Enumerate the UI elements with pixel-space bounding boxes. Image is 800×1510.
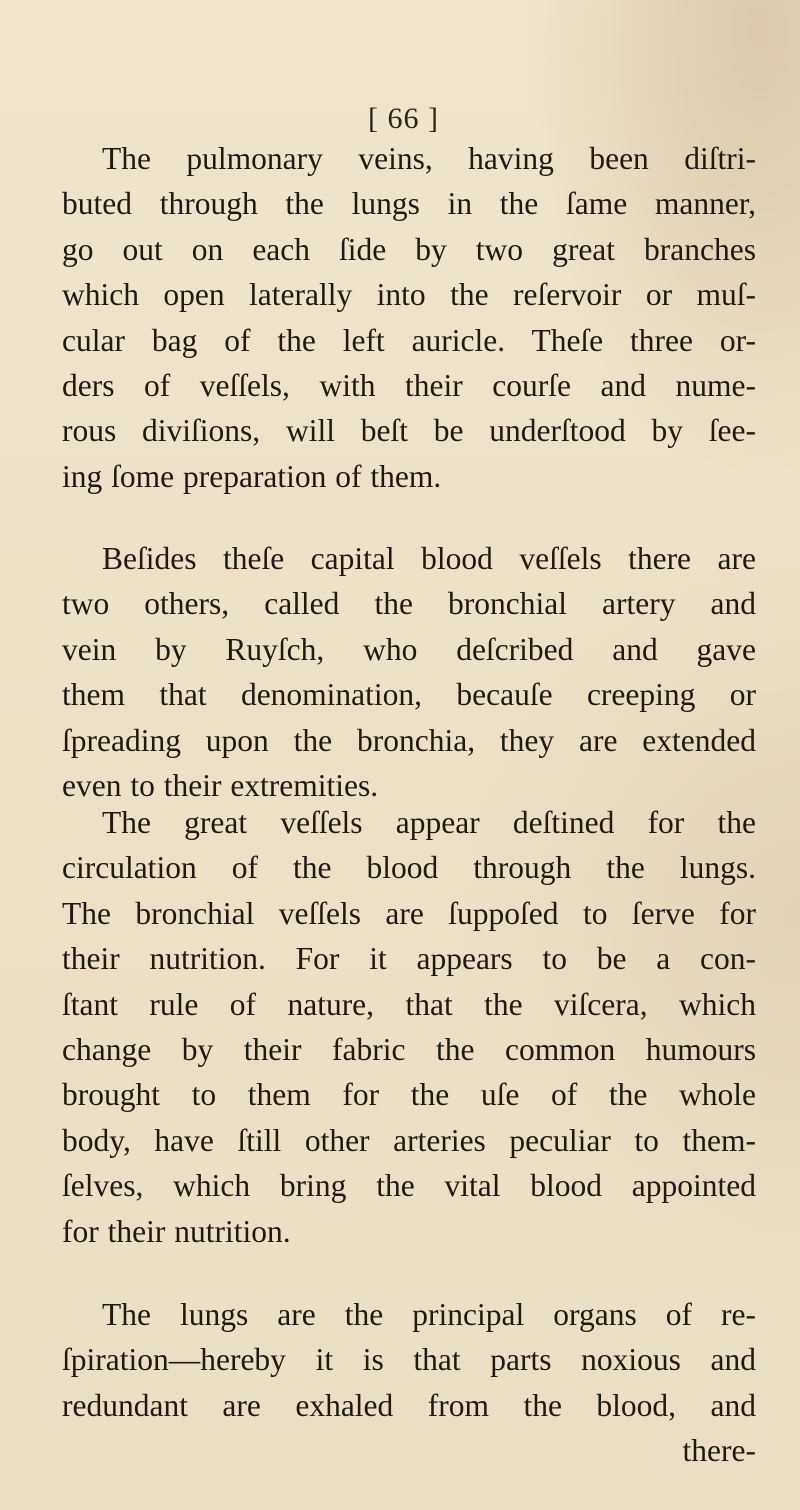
- text-line: The pulmonary veins, having been diſtri-: [102, 141, 756, 176]
- paragraph-4: [62, 1292, 756, 1474]
- text-line: brought to them for the uſe of the whole: [62, 1077, 756, 1113]
- text-line: go out on each ſide by two great branches: [62, 231, 756, 267]
- text-line: ſpreading upon the bronchia, they are extended: [62, 722, 756, 758]
- text-line: two others, called the bronchial artery and: [62, 586, 756, 622]
- paragraph-2: [62, 536, 756, 808]
- text-line: ſtant rule of nature, that the viſcera, which: [62, 986, 756, 1022]
- text-line: them that denomination, becauſe creeping or: [62, 677, 756, 713]
- text-line: even to their extremities.: [62, 768, 379, 804]
- text-line: their nutrition. For it appears to be a con-: [62, 941, 756, 977]
- page-number: [ 66 ]: [368, 102, 439, 135]
- text-line: cular bag of the left auricle. Theſe three or-: [62, 322, 756, 358]
- text-line: for their nutrition.: [62, 1213, 291, 1249]
- text-line: ing ſome preparation of them.: [62, 458, 442, 494]
- text-line: redundant are exhaled from the blood, and: [62, 1387, 756, 1423]
- text-line: ſpiration—hereby it is that parts noxious and: [62, 1342, 756, 1378]
- text-line: buted through the lungs in the ſame manner,: [62, 186, 756, 222]
- text-line: The great veſſels appear deſtined for the: [102, 805, 756, 840]
- catchword: there-: [682, 1433, 756, 1469]
- text-line: The bronchial veſſels are ſuppoſed to ſerve for: [62, 895, 756, 931]
- text-line: ſelves, which bring the vital blood appointed: [62, 1168, 756, 1204]
- text-line: change by their fabric the common humours: [62, 1032, 756, 1068]
- text-line: The lungs are the principal organs of re-: [102, 1297, 756, 1332]
- text-line: which open laterally into the reſervoir or muſ-: [62, 277, 756, 313]
- text-line: body, have ſtill other arteries peculiar to them-: [62, 1122, 756, 1158]
- text-line: rous diviſions, will beſt be underſtood by ſee-: [62, 413, 756, 449]
- paragraph-1: [62, 136, 756, 499]
- paragraph-3: [62, 800, 756, 1254]
- text-line: Beſides theſe capital blood veſſels there are: [102, 541, 756, 576]
- text-line: vein by Ruyſch, who deſcribed and gave: [62, 631, 756, 667]
- text-line: ders of veſſels, with their courſe and nume-: [62, 368, 756, 404]
- text-line: circulation of the blood through the lungs.: [62, 850, 756, 886]
